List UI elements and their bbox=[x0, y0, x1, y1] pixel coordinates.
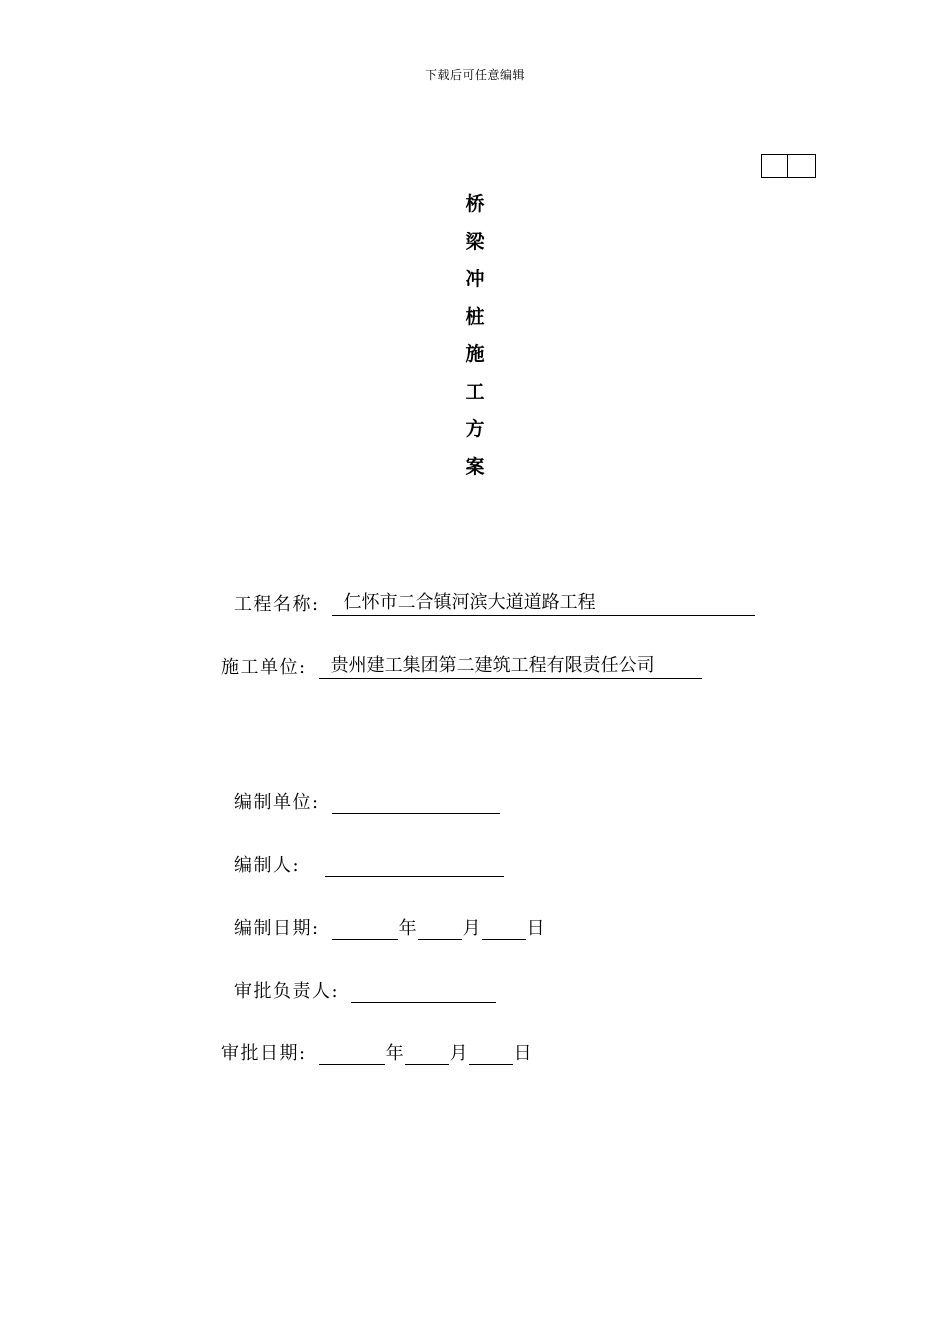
compile-month-blank bbox=[418, 917, 462, 940]
compile-date-label: 编制日期: bbox=[234, 918, 320, 939]
approve-month-blank bbox=[405, 1042, 449, 1065]
approve-year-unit: 年 bbox=[385, 1043, 404, 1064]
compiler-row bbox=[234, 851, 504, 877]
approver-row bbox=[234, 977, 496, 1003]
corner-box-left bbox=[761, 154, 788, 178]
compile-month-unit: 月 bbox=[462, 918, 481, 939]
contractor-value: 贵州建工集团第二建筑工程有限责任公司 bbox=[319, 655, 702, 679]
title-char: 方 bbox=[465, 418, 485, 440]
compile-unit-label: 编制单位: bbox=[234, 792, 320, 813]
title-char: 梁 bbox=[465, 230, 485, 253]
document-title bbox=[463, 190, 487, 490]
project-name-value: 仁怀市二合镇河滨大道道路工程 bbox=[332, 592, 755, 616]
project-name-label: 工程名称: bbox=[234, 594, 320, 615]
title-char: 案 bbox=[465, 455, 485, 478]
header-note: 下载后可任意编辑 bbox=[424, 68, 525, 82]
compile-year-unit: 年 bbox=[398, 918, 417, 939]
approve-month-unit: 月 bbox=[449, 1043, 468, 1064]
title-char: 桥 bbox=[465, 193, 485, 215]
corner-boxes bbox=[761, 154, 816, 178]
approve-day-blank bbox=[469, 1042, 513, 1065]
compiler-label: 编制人: bbox=[234, 855, 301, 876]
title-char: 施 bbox=[465, 343, 485, 365]
compile-unit-blank bbox=[332, 791, 500, 814]
approver-blank bbox=[351, 980, 496, 1003]
compile-day-unit: 日 bbox=[526, 918, 545, 939]
approve-day-unit: 日 bbox=[513, 1043, 532, 1064]
title-char: 工 bbox=[465, 380, 485, 403]
title-char: 冲 bbox=[465, 268, 485, 290]
approve-date-row bbox=[221, 1039, 533, 1065]
contractor-row bbox=[221, 653, 702, 679]
compile-year-blank bbox=[332, 917, 398, 940]
approve-date-label: 审批日期: bbox=[221, 1043, 307, 1064]
corner-box-right bbox=[787, 154, 816, 178]
project-name-row bbox=[234, 590, 755, 616]
approve-year-blank bbox=[319, 1042, 385, 1065]
title-char: 桩 bbox=[465, 305, 485, 328]
compiler-blank bbox=[325, 854, 504, 877]
contractor-label: 施工单位: bbox=[221, 657, 307, 678]
compile-unit-row bbox=[234, 788, 500, 814]
compile-date-row bbox=[234, 914, 546, 940]
approver-label: 审批负责人: bbox=[234, 981, 340, 1002]
compile-day-blank bbox=[482, 917, 526, 940]
